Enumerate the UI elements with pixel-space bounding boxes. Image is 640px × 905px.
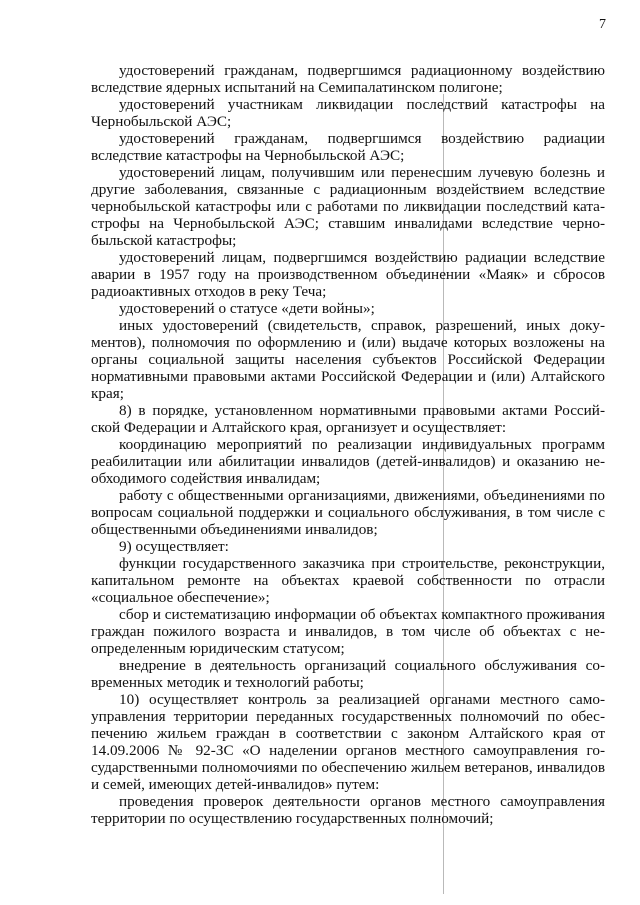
paragraph-10: работу с общественными организациями, движениями, объединениями по вопросам социальной поддержки и социального обслуживания, в том числе с общественными объединениями инвалидов; bbox=[91, 487, 605, 538]
paragraph-9: координацию мероприятий по реализации индивидуальных программ реабилитации или абилитации инвалидов (детей-инвалидов) и оказанию необходимого содействия инвалидам; bbox=[91, 436, 605, 487]
paragraph-13: сбор и систематизацию информации об объектах компактного проживания граждан пожилого возраста и инвалидов, в том числе об объектах с неопределенным юридическим статусом; bbox=[91, 606, 605, 657]
paragraph-16: проведения проверок деятельности органов местного самоуправления территории по осуществлению государственных полномочий; bbox=[91, 793, 605, 827]
paragraph-1: удостоверений гражданам, подвергшимся радиационному воздействию вследствие ядерных испытаний на Семипалатинском полигоне; bbox=[91, 62, 605, 96]
paragraph-4: удостоверений лицам, получившим или перенесшим лучевую болезнь и другие заболевания, связанные с радиационным воздействием вследствие чернобыльской катастрофы или с работами по ликвидации последствий катастрофы на Чернобыльской АЭС; ставшим инвалидами вследствие чернобыльской катастрофы; bbox=[91, 164, 605, 249]
paragraph-15: 10) осуществляет контроль за реализацией органами местного самоуправления территории переданных государственных полномочий по обеспечению жильем граждан в соответствии с законом Алтайского края от 14.09.2006 № 92-ЗС «О наделении органов местного самоуправления государственными полномочиями по обеспечению жильем ветеранов, инвалидов и семей, имеющих детей-инвалидов» путем: bbox=[91, 691, 605, 793]
paragraph-8: 8) в порядке, установленном нормативными правовыми актами Российской Федерации и Алтайского края, организует и осуществляет: bbox=[91, 402, 605, 436]
paragraph-12: функции государственного заказчика при строительстве, реконструкции, капитальном ремонте на объектах краевой собственности по отрасли «социальное обеспечение»; bbox=[91, 555, 605, 606]
page-number: 7 bbox=[599, 17, 606, 32]
paragraph-5: удостоверений лицам, подвергшимся воздействию радиации вследствие аварии в 1957 году на производственном объединении «Маяк» и сбросов радиоактивных отходов в реку Теча; bbox=[91, 249, 605, 300]
paragraph-2: удостоверений участникам ликвидации последствий катастрофы на Чернобыльской АЭС; bbox=[91, 96, 605, 130]
document-body bbox=[91, 62, 605, 827]
paragraph-14: внедрение в деятельность организаций социального обслуживания современных методик и технологий работы; bbox=[91, 657, 605, 691]
paragraph-6: удостоверений о статусе «дети войны»; bbox=[119, 300, 375, 317]
paragraph-7: иных удостоверений (свидетельств, справок, разрешений, иных документов), полномочия по оформлению и (или) выдаче которых возложены на органы социальной защиты населения субъектов Российской Федерации нормативными правовыми актами Российской Федерации и (или) Алтайского края; bbox=[91, 317, 605, 402]
paragraph-3: удостоверений гражданам, подвергшимся воздействию радиации вследствие катастрофы на Чернобыльской АЭС; bbox=[91, 130, 605, 164]
paragraph-11: 9) осуществляет: bbox=[119, 538, 229, 555]
